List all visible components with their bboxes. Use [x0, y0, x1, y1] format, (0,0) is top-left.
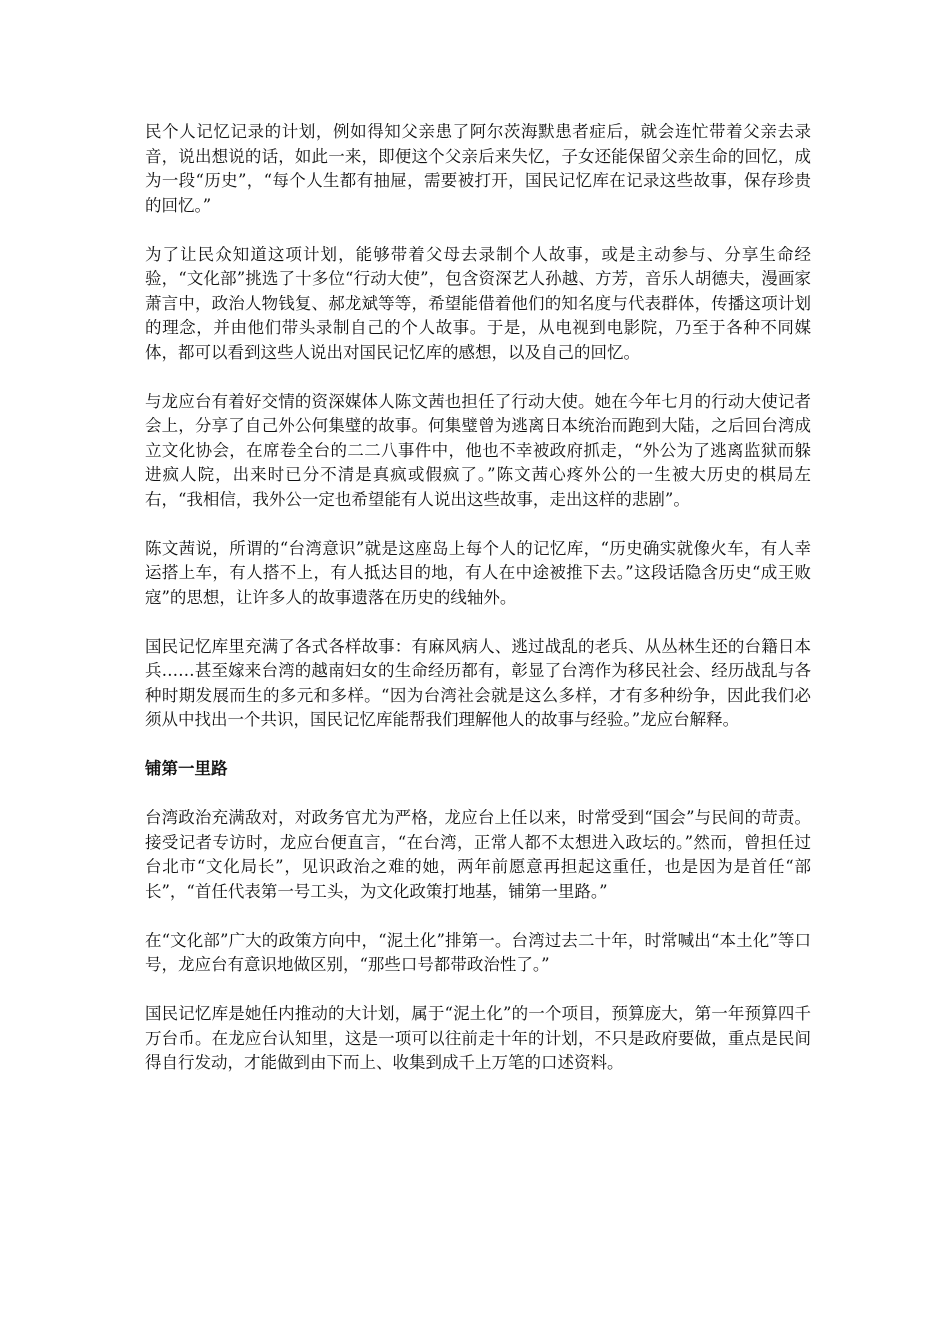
- section-heading: 铺第一里路: [145, 759, 228, 778]
- paragraph-localization: 在“文化部”广大的政策方向中，“泥土化”排第一。台湾过去二十年，时常喊出“本土化”等口号，龙应台有意识地做区别，“那些口号都带政治性了。”: [145, 930, 811, 974]
- paragraph-budget: 国民记忆库是她任内推动的大计划，属于“泥土化”的一个项目，预算庞大，第一年预算四千万台币。在龙应台认知里，这是一项可以往前走十年的计划，不只是政府要做，重点是民间得自行发动，才能做到由下而上、收集到成千上万笔的口述资料。: [145, 1004, 811, 1072]
- paragraph-politics: 台湾政治充满敌对，对政务官尤为严格，龙应台上任以来，时常受到“国会”与民间的苛责。接受记者专访时，龙应台便直言，“在台湾，正常人都不太想进入政坛的。”然而，曾担任过台北市“文化局长”，见识政治之难的她，两年前愿意再担起这重任，也是因为是首任“部长”，“首任代表第一号工头，为文化政策打地基，铺第一里路。”: [145, 808, 811, 901]
- paragraph-ambassadors: 为了让民众知道这项计划，能够带着父母去录制个人故事，或是主动参与、分享生命经验，“文化部”挑选了十多位“行动大使”，包含资深艺人孙越、方芳，音乐人胡德夫，漫画家萧言中，政治人物钱复、郝龙斌等等，希望能借着他们的知名度与代表群体，传播这项计划的理念，并由他们带头录制自己的个人故事。于是，从电视到电影院，乃至于各种不同媒体，都可以看到这些人说出对国民记忆库的感想，以及自己的回忆。: [145, 244, 811, 362]
- paragraph-diverse-stories: 国民记忆库里充满了各式各样故事：有麻风病人、逃过战乱的老兵、从丛林生还的台籍日本兵……甚至嫁来台湾的越南妇女的生命经历都有，彰显了台湾作为移民社会、经历战乱与各种时期发展而生的多元和多样。“因为台湾社会就是这么多样，才有多种纷争，因此我们必须从中找出一个共识，国民记忆库能帮我们理解他人的故事与经验。”龙应台解释。: [145, 636, 811, 729]
- paragraph-memory-plan: 民个人记忆记录的计划，例如得知父亲患了阿尔茨海默患者症后，就会连忙带着父亲去录音，说出想说的话，如此一来，即便这个父亲后来失忆，子女还能保留父亲生命的回忆，成为一段“历史”，“每个人生都有抽屉，需要被打开，国民记忆库在记录这些故事，保存珍贵的回忆。”: [145, 122, 811, 215]
- paragraph-chen-wenqian: 与龙应台有着好交情的资深媒体人陈文茜也担任了行动大使。她在今年七月的行动大使记者会上，分享了自己外公何集璧的故事。何集璧曾为逃离日本统治而跑到大陆，之后回台湾成立文化协会，在席卷全台的二二八事件中，他也不幸被政府抓走，“外公为了逃离监狱而躲进疯人院，出来时已分不清是真疯或假疯了。”陈文茜心疼外公的一生被大历史的棋局左右，“我相信，我外公一定也希望能有人说出这些故事，走出这样的悲剧”。: [145, 391, 811, 509]
- paragraph-taiwan-consciousness: 陈文茜说，所谓的“台湾意识”就是这座岛上每个人的记忆库，“历史确实就像火车，有人幸运搭上车，有人搭不上，有人抵达目的地，有人在中途被推下去。”这段话隐含历史“成王败寇”的思想，让许多人的故事遗落在历史的线轴外。: [145, 538, 811, 607]
- document-page: [145, 120, 811, 1100]
